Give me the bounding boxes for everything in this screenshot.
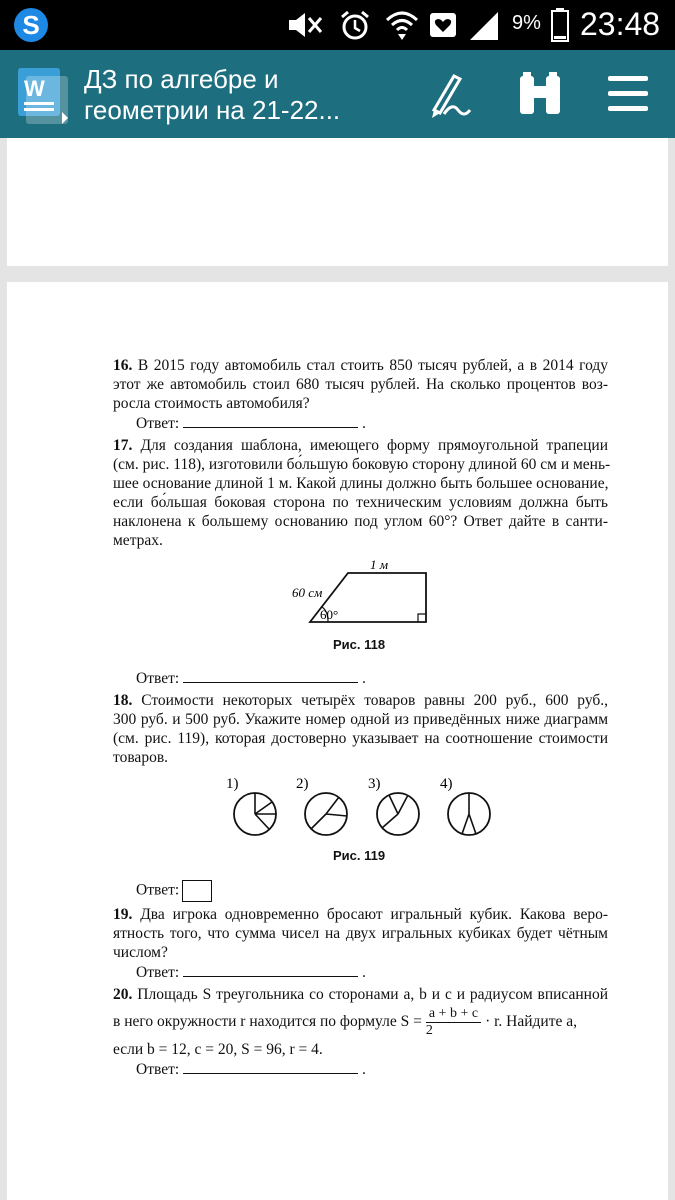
figure-118-trapezoid (286, 555, 436, 627)
q17-number: 17. (113, 437, 133, 454)
signal-icon (468, 10, 502, 42)
figure-119-diagrams (222, 772, 502, 842)
title-line-2: геометрии на 21-22... (84, 95, 341, 125)
q17-answer-label: Ответ: (136, 670, 180, 687)
q18-answer-box[interactable] (182, 880, 212, 902)
heart-icon (428, 10, 458, 40)
q18-text-1: Стоимости некоторых четырёх товаров равны 200 руб., 600 руб., (141, 692, 608, 709)
battery-percent: 9% (512, 12, 541, 34)
label-top-base: 1 м (370, 557, 389, 572)
diagram-3-label: 3) (368, 776, 381, 792)
doc-icon-letter: W (24, 76, 45, 101)
diagram-2 (296, 776, 347, 835)
q17-line-2: (см. рис. 118), изготовили бо́льшую боковую сторону длиной 60 см и мень- (113, 456, 611, 473)
diagram-4-label: 4) (440, 776, 453, 792)
q16-answer: Ответ: . (136, 415, 366, 432)
q18-line-2: 300 руб. и 500 руб. Укажите номер одной из приведённых ниже диаграмм (113, 711, 608, 728)
alarm-icon (338, 10, 372, 42)
q18-answer (136, 880, 212, 902)
q20-text-2-post: · r. Найдите a, (485, 1013, 577, 1031)
q17-line-6: метрах. (113, 532, 163, 549)
edit-icon[interactable] (420, 66, 476, 122)
q20-line-2 (113, 1006, 608, 1036)
diagram-3 (368, 776, 419, 835)
q19-line-2: ятность того, что сумма чисел на двух игральных кубиках будет чётным (113, 925, 608, 942)
q20-line-3: если b = 12, c = 20, S = 96, r = 4. (113, 1041, 323, 1058)
wifi-icon (384, 10, 420, 42)
q17-line-1 (113, 436, 608, 456)
q19-answer-label: Ответ: (136, 964, 180, 981)
q19-text-1: Два игрока одновременно бросают игральный кубик. Какова веро- (140, 906, 608, 923)
menu-icon[interactable] (600, 66, 656, 122)
q16-answer-blank (183, 413, 358, 428)
diagram-2-label: 2) (296, 776, 309, 792)
q17-answer-blank (183, 668, 358, 683)
q17-text-1: Для создания шаблона, имеющего форму прямоугольной трапеции (140, 437, 608, 454)
mute-icon (285, 10, 327, 40)
q19-line-1 (113, 905, 608, 925)
q19-answer: Ответ: . (136, 964, 366, 981)
q17-answer: Ответ: . (136, 670, 366, 687)
label-side: 60 см (292, 585, 323, 600)
q16-line-2: этот же автомобиль стоил 680 тысяч рублей. На сколько процентов воз- (113, 376, 608, 393)
figure-119-caption: Рис. 119 (333, 848, 386, 863)
clock: 23:48 (580, 6, 661, 42)
right-angle-mark (418, 614, 426, 622)
find-icon[interactable] (512, 66, 568, 122)
document-page-previous (7, 138, 668, 266)
formula-fraction (426, 1006, 481, 1039)
q20-line-1 (113, 985, 608, 1005)
word-document-icon[interactable] (18, 68, 68, 124)
q16-text-1: В 2015 году автомобиль стал стоить 850 тысяч рублей, а в 2014 году (137, 357, 609, 374)
q17-line-5: наклонена к большему основанию под углом 60°? Ответ дайте в санти- (113, 513, 608, 530)
q20-answer-blank (183, 1059, 358, 1074)
q16-answer-label: Ответ: (136, 415, 180, 432)
q20-number: 20. (113, 986, 133, 1003)
q16-line-1 (113, 356, 608, 376)
figure-118-caption: Рис. 118 (333, 637, 386, 652)
q18-line-1 (113, 691, 608, 711)
q18-number: 18. (113, 692, 133, 709)
q20-answer: Ответ: . (136, 1061, 366, 1078)
app-bar (0, 50, 675, 138)
document-title (84, 64, 384, 126)
q17-line-3: шее основание длиной 1 м. Какой длины должно быть большее основание, (113, 475, 609, 492)
q20-text-2-pre: в него окружности r находится по формуле S = (113, 1013, 422, 1031)
q20-answer-label: Ответ: (136, 1061, 180, 1078)
fraction-numerator: a + b + c (426, 1006, 481, 1023)
app-s-icon: S (14, 8, 48, 42)
title-line-1: ДЗ по алгебре и (84, 64, 279, 94)
diagram-4 (440, 776, 490, 835)
q17-line-4: если бо́льшая боковая сторона по техническим условиям должна быть (113, 494, 608, 511)
q16-line-3: росла стоимость автомобиля? (113, 395, 310, 412)
q19-answer-blank (183, 962, 358, 977)
diagram-1 (226, 776, 276, 835)
diagram-1-label: 1) (226, 776, 239, 792)
battery-icon (550, 7, 570, 43)
q18-line-3: (см. рис. 119), которая достоверно указывает на соотношение стоимости (113, 730, 608, 747)
q19-line-3: числом? (113, 944, 168, 961)
q18-line-4: товаров. (113, 749, 169, 766)
status-bar (0, 0, 675, 50)
fraction-denominator: 2 (425, 1023, 433, 1038)
q16-number: 16. (113, 357, 133, 374)
q18-answer-label: Ответ: (136, 881, 180, 899)
q20-text-1: Площадь S треугольника со сторонами a, b и c и радиусом вписанной (137, 986, 609, 1003)
q19-number: 19. (113, 906, 133, 923)
label-angle: 60° (320, 607, 339, 622)
